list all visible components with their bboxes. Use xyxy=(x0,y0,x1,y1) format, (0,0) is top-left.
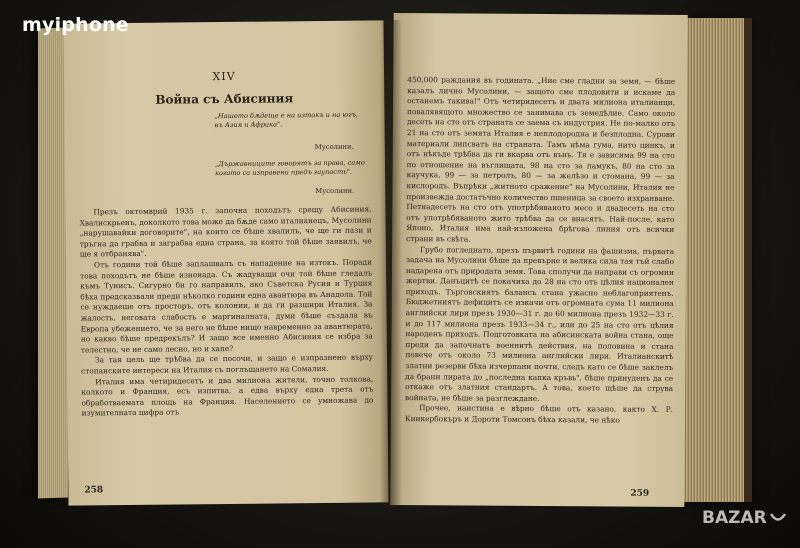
left-body-text xyxy=(79,204,374,479)
paragraph: За тая цель ще трѣбва да се посочи, и защо е изпразнено върху стопанските интереси на Италия съ поглъщането на Сомалия. xyxy=(81,352,374,376)
book-cover-edge xyxy=(744,18,752,502)
left-page xyxy=(63,20,388,505)
paragraph: Италия има четиридесетъ и два милиона жители, точно толкова, колкото и Франция, есъ изпитва, а едва върху една трета отъ обработваемата площь на Франция. Населението се умножава до изумителната цифра отъ xyxy=(81,373,374,418)
paragraph: Грубо погледнато, презъ първитѣ години на фашизма, първата задача на Мусолини бѣше да превърне и велика сила тая тъй слабо надарена отъ природата земя. Това сполучи да направи съ огромни жертви. Данъцитѣ се покачиха до 28 на сто отъ цѣлия национален приходъ. Търговскиятъ балансъ стана ужасно неблагоприятенъ. Бюджетниятъ дефицитъ се изкачи отъ огромната сума 11 милиона английски лири презъ 1930—31 г. до 60 милиона презъ 1932—33 г. и до 117 милиона презъ 1933—34 г., или до 25 на сто отъ цѣлия народенъ приходъ. Подготовката на абисинската война стана, още преди да започнатъ военнитѣ действия, на половина и стана повече отъ около 73 милиона английски лири. Италианскитѣ златни резерви бѣха изчерпани почти, следъ като се бѣше заклелъ да брани лирата до „последна капка кръвь", бѣше принуденъ да се откаже отъ златния стандартъ. А това, което щѣше да струва войната, не бѣше за разглеждане. xyxy=(405,244,675,403)
epigraph-1-attribution: Мусолини. xyxy=(314,142,354,152)
right-body-text xyxy=(404,75,675,481)
page-number-left: 258 xyxy=(84,485,104,496)
paragraph: Презъ октомврий 1935 г. започна походътъ срещу Абисиния. Хвалискрьенъ, доколкото това може да бѫде само италианецъ, Мусолини „нарушавайки договорите", на които се бѣше хвалилъ, че ще ги пази и тръгна да грабва и заграбва една страна, за която той бѣше заявилъ, че ще я отбранява". xyxy=(79,204,372,259)
page-number-right: 259 xyxy=(630,488,650,499)
paragraph: Прочее, наистина е вѣрно бѣше отъ казано, както Х. Р. Кникербокъръ и Дороти Томсонъ бѣха казали, че нѣко xyxy=(404,403,673,425)
chapter-title: Война съ Абисиния xyxy=(155,91,294,107)
right-page xyxy=(390,13,687,507)
marketplace-watermark xyxy=(702,508,787,528)
paragraph: 450,000 раждания въ годината. „Ние сме гладни за земя, — бѣше казалъ лично Мусолини, — защото сме плодовити и искаме да останемъ такива!" Отъ четиридесетъ и двата милиона италианци, повалявящото множество се занимава съ земедѣлие. Само около десеть на сто отъ страната се заема съ индустрия. Не по-малко отъ 21 на сто отъ земята Италия е неплодородна и безплодна. Сурови материали липсватъ на страната. Тамъ нѣма гума, нито цинкъ, и отъ нѣкъде трѣбва да ги вкарва отъ вънъ. Тя е зависима 99 на сто по отношение на въглищата, 98 на сто за памукъ, 80 на сто за каучука, 99 — за петролъ, 80 — за желѣзо и стомана, 99 — за кислородъ. Въпрѣки „житното сражение" на Мусолини, Италия не произвежда достатъчно количество пшеница за своето изхранване. Петнадесеть на сто отъ употрѣбяваното месо и двадесеть на сто отъ употрѣбяваното жито трѣбва да се внасятъ. Най-после, като Японо, Италия има най-изложена брѣгова линия отъ всички страни въ свѣта. xyxy=(406,75,676,244)
right-page-block-edge xyxy=(684,18,746,502)
marketplace-logo-text: BAZAR xyxy=(702,508,767,528)
paragraph: Отъ години той бѣше заплашвалъ съ нападение на изтокъ. Поради това походътъ не бѣше изненада. Съ жадуващи очи той бѣше гледалъ къмъ Тунисъ. Сигурно би го направилъ, ако Съветска Русия и Турция бѣха предсказвали преди нѣколко години една авантюра въ Анадола. Той се нуждаеше отъ просторъ, отъ колонии, и да ги разшири Италия. За жалость, неговата слабость е маргиналната, думи бѣше създала въ Европа убежението, че за него не бѣше нищо навременно за авантюрата, но какво бѣше предрекълъ? И защо все именно Абисиния се избра за телестно, че не само лесно, но и хапе? xyxy=(80,257,373,355)
site-watermark: myiphone xyxy=(22,14,129,36)
book-gutter-shadow xyxy=(380,20,402,508)
epigraph-2-attribution: Мусолини. xyxy=(315,186,355,196)
epigraph-2: „Държавниците говорятъ за права, само когато са изправени предъ гаупость". xyxy=(214,158,365,177)
epigraph-1: „Нашето бѫдеще е на изтокъ и на югъ, въ Азия и Африка". xyxy=(214,110,359,129)
chapter-number: XIV xyxy=(212,69,236,84)
smile-icon xyxy=(769,509,787,525)
